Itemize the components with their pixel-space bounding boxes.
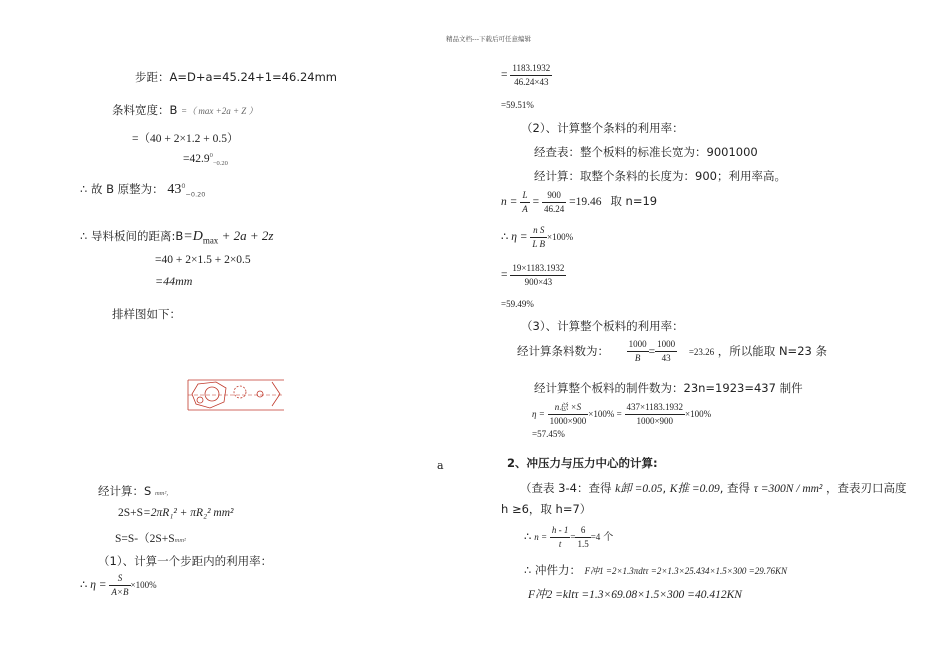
n-edge-result: =4: [590, 532, 601, 543]
step3-frac2-num: 1000: [655, 338, 677, 352]
n-frac2-num: 900: [542, 189, 566, 203]
therefore-b-sub: −0.20: [185, 190, 206, 199]
n-result: =19.46: [569, 196, 602, 209]
after-calc-line: [98, 483, 173, 499]
n-frac1-num: L: [520, 189, 530, 203]
util1-den: 46.24×43: [514, 77, 549, 87]
step3-parts: 经计算整个板料的制件数为：23n=1923=437 制件: [534, 381, 803, 395]
s-formula-line: [115, 530, 186, 546]
area-formula: [118, 507, 233, 519]
page-marker: a: [437, 459, 444, 472]
punch-f2: F冲2 =kltτ =1.3×69.08×1.5×300 =40.412KN: [528, 589, 742, 601]
eta3-num: n总 ×S: [548, 401, 589, 415]
n-frac1: [520, 189, 530, 216]
lookup-prefix: （查表 3-4：查得: [520, 481, 612, 495]
lookup-line: （查表 3-4：查得 k卸 =0.05, K推 =0.09, 查得 τ =300N / mm² ，查表刃口高度: [520, 481, 907, 495]
area-formula-rhs: =2πR₁² + πR₂² mm²: [143, 507, 234, 519]
after-calc-unit: mm²，: [154, 490, 173, 497]
n-frac2: [542, 189, 566, 216]
strip-width-label: 条料宽度：B: [112, 103, 178, 117]
therefore-symbol: ∴: [501, 231, 509, 244]
eta2-line: ∴ η = $\frac{\text{n S}}{\text{L B}}$ ×100%: [501, 225, 574, 249]
step3-frac2-den: 43: [661, 353, 671, 363]
step1-title: （1）、计算一个步距内的利用率：: [98, 554, 273, 568]
therefore-b-value: 43: [167, 182, 182, 197]
guide-formula-tail: + 2a + 2z: [218, 228, 274, 243]
step3-frac1: [627, 338, 649, 365]
strip-tol-sub: −0.20: [212, 160, 228, 168]
step3-count-label: 经计算条料数为：: [517, 344, 609, 358]
eta3-calc-den: 1000×900: [636, 416, 674, 426]
therefore-symbol: ∴: [80, 579, 88, 592]
eta3-den: 1000×900: [549, 416, 587, 426]
eta2-tail: ×100%: [547, 232, 574, 243]
eta2-calc-line: = $\frac{19\times 1183.1932}{900\times 43}$: [501, 263, 565, 287]
eta1-fraction: [109, 572, 130, 599]
k-push: K推 =0.09: [669, 483, 720, 495]
strip-result-line: [183, 152, 228, 167]
strip-tol-sup: 0: [209, 152, 213, 159]
n-edge-unit: 个: [603, 532, 614, 544]
eta2-calc-num: 19×1183.1932: [510, 262, 566, 276]
pitch-line: [135, 69, 337, 85]
n-edge-lhs: n =: [534, 532, 548, 543]
eta1-tail: ×100%: [130, 580, 157, 591]
pitch-label: 步距：: [135, 70, 170, 84]
next-blank-hole: [234, 386, 246, 398]
h-cond: h ≥6，取 h=7）: [501, 502, 592, 516]
guide-result: =44mm: [155, 274, 193, 288]
util1-result: =59.51%: [501, 100, 534, 110]
therefore-symbol: ∴: [524, 531, 532, 544]
eta1-lhs: η =: [90, 579, 107, 592]
therefore-symbol: ∴: [80, 229, 88, 243]
util1-fraction: [510, 62, 552, 89]
eta3-mid: ×100% =: [588, 409, 622, 420]
edge-suffix: ，查表刃口高度: [826, 481, 907, 495]
punch-f1: F冲1 =2×1.3πdtτ =2×1.3×25.434×1.5×300 =29.76KN: [584, 566, 787, 576]
punch-label: 冲件力：: [534, 563, 581, 577]
blank-small-hole: [197, 397, 203, 403]
k-unload: k卸 =0.05: [615, 483, 663, 495]
strip-width-line: [112, 102, 258, 118]
step2-check: 经查表：整个板料的标准长宽为：9001000: [534, 145, 758, 159]
n-edge-den2: 1.5: [577, 539, 589, 549]
therefore-symbol: ∴: [80, 182, 88, 196]
n-edge-frac2: [575, 524, 590, 551]
step3-count-result: =23.26: [688, 347, 715, 357]
strip-result: =42.9: [183, 152, 210, 165]
after-calc-label: 经计算：S: [98, 484, 152, 498]
eta2-calc-den: 900×43: [524, 277, 553, 287]
n-edge-frac1: [550, 524, 571, 551]
n-take: 取 n=19: [610, 194, 658, 209]
strip-calc: =（40 + 2×1.2 + 0.5）: [132, 133, 239, 145]
s-formula-unit: mm²: [174, 537, 186, 544]
n-line: n = $\frac{L}{A}$ = $\frac{900}{46.24}$ =19.46 取 n=19: [501, 190, 658, 214]
eta2-fraction: [530, 224, 547, 251]
eta2-den: L B: [532, 239, 546, 249]
step3-count-line: 经计算条料数为： $\frac{1000}{B}$ = $\frac{1000}{43}$ =23.26 ，所以能取 N=23 条: [517, 339, 827, 363]
therefore-b-sup: 0: [181, 182, 186, 191]
step3-frac1-num: 1000: [627, 338, 649, 352]
therefore-b-line: [80, 181, 205, 198]
eta1-num: S: [109, 572, 130, 586]
layout-caption: 排样图如下：: [112, 307, 181, 321]
eta2-result: =59.49%: [501, 299, 534, 309]
n-edge-line: ∴ n = $\frac{h - 1}{t}$ = $\frac{6}{1.5}$ =4 个: [524, 525, 614, 549]
n-frac2-den: 46.24: [544, 204, 565, 214]
pilot-hole: [257, 391, 263, 397]
eta3-calc-fraction: [625, 401, 686, 428]
step3-title: （3）、计算整个板料的利用率：: [521, 319, 684, 333]
step2-title: （2）、计算整个条料的利用率：: [521, 121, 684, 135]
guide-formula-sub: max: [202, 235, 219, 246]
strip-end-mark: [272, 382, 280, 406]
util1-line: = $\frac{1183.1932}{46.24\times 43}$: [501, 63, 551, 87]
eta3-result: =57.45%: [532, 429, 565, 439]
pitch-formula: A=D+a=45.24+1=46.24mm: [169, 70, 338, 84]
n-frac1-den: A: [522, 204, 528, 214]
tau-value: τ =300N / mm²: [753, 483, 823, 495]
therefore-b-label: 故 B 原整为：: [90, 182, 164, 196]
n-edge-den: t: [558, 539, 562, 549]
step3-frac1-den: B: [634, 353, 641, 363]
strip-width-formula: =（ max +2a + Z ）: [181, 106, 258, 116]
eta2-num: n S: [530, 224, 547, 238]
guide-calc: =40 + 2×1.5 + 2×0.5: [155, 254, 251, 266]
area-formula-lhs: 2S+S: [118, 507, 144, 519]
step2-calc: 经计算：取整个条料的长度为：900；利用率高。: [534, 169, 786, 183]
strip-layout-drawing: [186, 376, 286, 414]
n-edge-num: h - 1: [550, 524, 571, 538]
page-header: 精品文档---下载后可任意编辑: [446, 35, 532, 43]
step3-count-take: ，所以能取 N=23 条: [717, 344, 827, 358]
eta3-tail: ×100%: [685, 409, 712, 420]
eta1-line: [80, 572, 157, 599]
n-lhs: n =: [501, 196, 518, 209]
eta3-fraction: [548, 401, 589, 428]
section2-title: 2、冲压力与压力中心的计算:: [507, 456, 658, 470]
eta1-den: A×B: [111, 587, 129, 597]
util1-num: 1183.1932: [510, 62, 552, 76]
n-edge-num2: 6: [575, 524, 590, 538]
guide-line: [80, 228, 273, 245]
eta2-calc-fraction: [510, 262, 566, 289]
tau-prefix: 查得: [727, 481, 751, 495]
eta3-calc-num: 437×1183.1932: [625, 401, 686, 415]
guide-formula: =D: [183, 229, 203, 244]
blank-center-hole: [205, 387, 219, 401]
punch-f1-line: [524, 562, 787, 578]
step3-frac2: [655, 338, 677, 365]
guide-label: 导料板间的距离:B: [90, 229, 184, 243]
s-formula: S=S-（2S+S: [115, 533, 175, 545]
therefore-symbol: ∴: [524, 563, 532, 577]
eta3-line: η = $\frac{\text{n总 ×S}}{1000\times 900}$ ×100% = $\frac{437\times 1183.1932}{1000\times 900}$ ×100%: [532, 402, 712, 426]
